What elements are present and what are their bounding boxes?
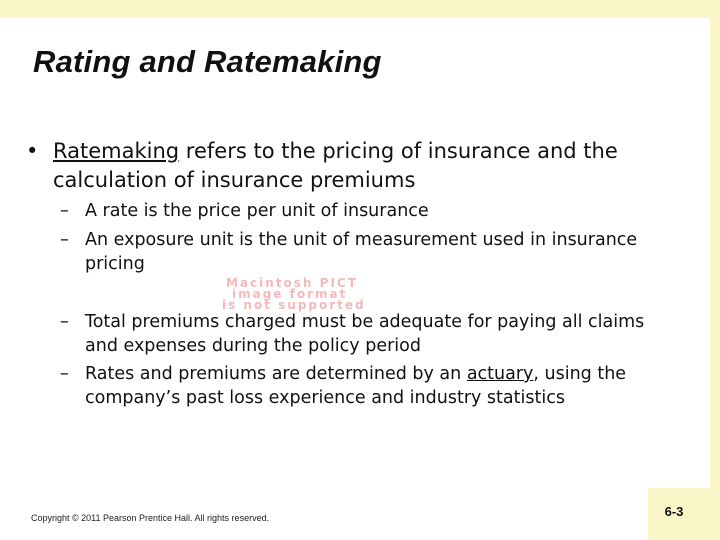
copyright-notice: Copyright © 2011 Pearson Prentice Hall. All rights reserved. — [31, 513, 270, 523]
sub-item-text: A rate is the price per unit of insurance — [85, 201, 429, 221]
dash: – — [60, 364, 69, 384]
dash: – — [60, 230, 69, 250]
sub-item-actuary — [60, 362, 680, 410]
actuary-term: actuary — [466, 364, 534, 384]
top-border — [0, 0, 720, 18]
sub-item-premiums — [60, 310, 680, 358]
sub-item-rate — [60, 199, 680, 223]
dash: – — [60, 201, 69, 221]
ratemaking-term: Ratemaking — [53, 139, 180, 163]
slide-title: Rating and Ratemaking — [33, 44, 382, 79]
page-number: 6-3 — [664, 504, 684, 519]
unsupported-image-placeholder — [222, 278, 512, 311]
bullet-text — [53, 137, 686, 195]
sub-item-exposure — [60, 228, 680, 276]
right-border — [710, 0, 720, 540]
sub-item-text — [85, 362, 680, 410]
bullet-dot: • — [26, 139, 39, 163]
dash: – — [60, 312, 69, 332]
bullet-rest: refers to the pricing of insurance and the calculation of insurance premiums — [53, 139, 618, 192]
placeholder-line: is not supported — [222, 298, 366, 312]
page-number-box — [648, 488, 710, 540]
actuary-before: Rates and premiums are determined by an — [85, 364, 467, 384]
sub-item-text: Total premiums charged must be adequate for paying all claims and expenses during the policy period — [85, 312, 645, 356]
placeholder-line: image format — [232, 287, 348, 301]
sub-item-text: An exposure unit is the unit of measurement used in insurance pricing — [85, 230, 638, 274]
main-bullet — [26, 137, 686, 195]
actuary-after: , using the company’s past loss experience and industry statistics — [85, 364, 627, 408]
placeholder-line: Macintosh PICT — [226, 276, 358, 290]
